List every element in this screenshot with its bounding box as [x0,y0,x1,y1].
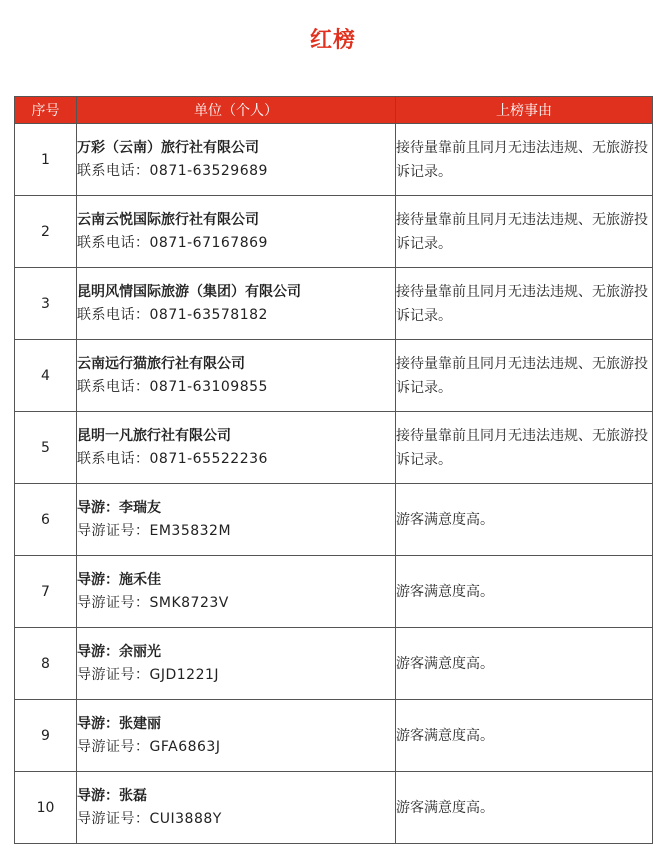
table-row [15,700,653,772]
unit-contact: 联系电话：0871-63578182 [77,306,268,323]
listing-reason: 接待量靠前且同月无违法违规、无旅游投诉记录。 [396,412,653,484]
page-title: 红榜 [309,28,356,53]
row-number: 10 [15,772,77,844]
table-row [15,556,653,628]
row-number: 4 [15,340,77,412]
listing-reason: 接待量靠前且同月无违法违规、无旅游投诉记录。 [396,124,653,196]
table-row [15,268,653,340]
unit-name: 昆明一凡旅行社有限公司 [77,427,231,444]
listing-reason: 接待量靠前且同月无违法违规、无旅游投诉记录。 [396,196,653,268]
red-list-table [14,96,653,844]
row-number: 2 [15,196,77,268]
unit-cell [77,124,396,196]
listing-reason: 游客满意度高。 [396,700,653,772]
table-row [15,196,653,268]
row-number: 1 [15,124,77,196]
listing-reason: 游客满意度高。 [396,556,653,628]
unit-cell [77,340,396,412]
unit-name: 云南云悦国际旅行社有限公司 [77,211,259,228]
unit-name: 昆明风情国际旅游（集团）有限公司 [77,283,301,300]
listing-reason: 接待量靠前且同月无违法违规、无旅游投诉记录。 [396,340,653,412]
unit-name: 导游：李瑞友 [77,499,161,516]
table-header-row [15,97,653,124]
column-header-no: 序号 [15,97,77,124]
unit-cell [77,196,396,268]
unit-contact: 导游证号：GFA6863J [77,738,221,755]
table-row [15,484,653,556]
row-number: 9 [15,700,77,772]
unit-cell [77,700,396,772]
unit-cell [77,772,396,844]
unit-name: 导游：余丽光 [77,643,161,660]
table-row [15,412,653,484]
table-row [15,772,653,844]
unit-name: 导游：张建丽 [77,715,161,732]
unit-contact: 联系电话：0871-65522236 [77,450,268,467]
unit-contact: 导游证号：GJD1221J [77,666,220,683]
table-row [15,628,653,700]
unit-name: 导游：施禾佳 [77,571,161,588]
listing-reason: 游客满意度高。 [396,628,653,700]
listing-reason: 游客满意度高。 [396,484,653,556]
unit-contact: 联系电话：0871-63109855 [77,378,268,395]
unit-contact: 导游证号：EM35832M [77,522,232,539]
column-header-reason: 上榜事由 [396,97,653,124]
unit-cell [77,484,396,556]
unit-contact: 联系电话：0871-63529689 [77,162,268,179]
column-header-unit: 单位（个人） [77,97,396,124]
unit-contact: 导游证号：CUI3888Y [77,810,222,827]
table-row [15,340,653,412]
unit-cell [77,556,396,628]
unit-name: 导游：张磊 [77,787,147,804]
unit-name: 云南远行猫旅行社有限公司 [77,355,245,372]
table-row [15,124,653,196]
row-number: 7 [15,556,77,628]
unit-name: 万彩（云南）旅行社有限公司 [77,139,259,156]
unit-cell [77,268,396,340]
unit-contact: 导游证号：SMK8723V [77,594,229,611]
row-number: 3 [15,268,77,340]
row-number: 5 [15,412,77,484]
listing-reason: 游客满意度高。 [396,772,653,844]
listing-reason: 接待量靠前且同月无违法违规、无旅游投诉记录。 [396,268,653,340]
unit-contact: 联系电话：0871-67167869 [77,234,268,251]
unit-cell [77,628,396,700]
row-number: 8 [15,628,77,700]
unit-cell [77,412,396,484]
row-number: 6 [15,484,77,556]
